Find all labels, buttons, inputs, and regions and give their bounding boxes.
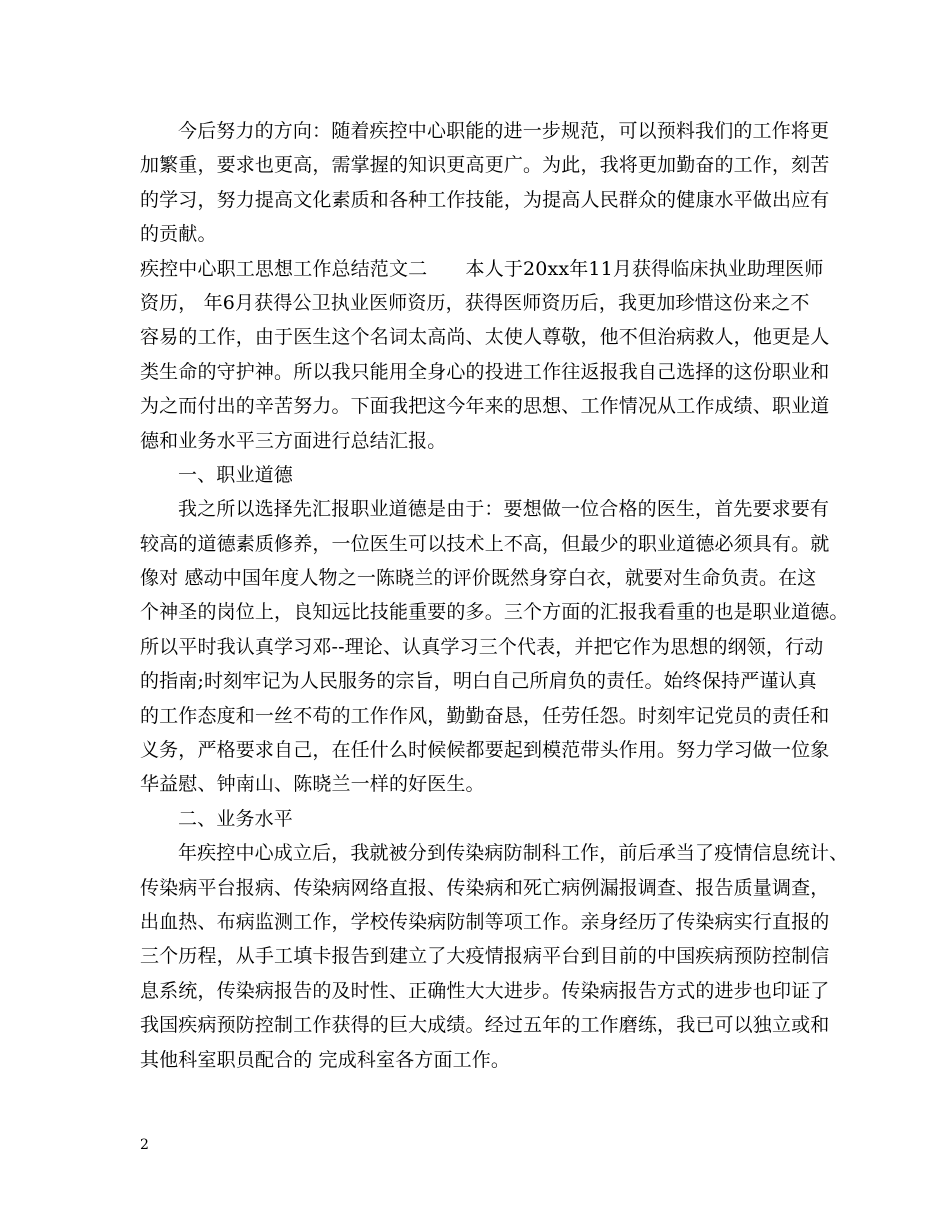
section-heading: 一、职业道德 <box>178 463 293 486</box>
paragraph-line: 类生命的守护神。所以我只能用全身心的投进工作往返报我自己选择的这份职业和 <box>140 360 830 383</box>
paragraph-line: 我之所以选择先汇报职业道德是由于：要想做一位合格的医生，首先要求要有 <box>178 498 830 521</box>
paragraph-line: 为之而付出的辛苦努力。下面我把这今年来的思想、工作情况从工作成绩、职业道 <box>140 395 830 418</box>
paragraph-line: 的工作态度和一丝不苟的工作作风，勤勤奋恳，任劳任怨。时刻牢记党员的责任和 <box>140 704 830 727</box>
paragraph-line: 疾控中心职工思想工作总结范文二 本人于20xx年11月获得临床执业助理医师 <box>140 257 824 280</box>
paragraph-line: 出血热、布病监测工作，学校传染病防制等项工作。亲身经历了传染病实行直报的 <box>140 910 830 933</box>
document-body <box>140 114 849 1077</box>
paragraph-line: 今后努力的方向：随着疾控中心职能的进一步规范，可以预料我们的工作将更 <box>178 120 830 142</box>
paragraph-line: 较高的道德素质修养，一位医生可以技术上不高，但最少的职业道德必须具有。就 <box>140 532 830 555</box>
paragraph-line: 像对 感动中国年度人物之一陈晓兰的评价既然身穿白衣，就要对生命负责。在这 <box>140 567 817 590</box>
paragraph-line: 资历， 年6月获得公卫执业医师资历，获得医师资历后，我更加珍惜这份来之不 <box>140 291 810 314</box>
paragraph-line: 个神圣的岗位上，良知远比技能重要的多。三个方面的汇报我看重的也是职业道德。 <box>140 601 849 624</box>
paragraph-line: 其他科室职员配合的 完成科室各方面工作。 <box>140 1048 511 1071</box>
paragraph-line: 三个历程，从手工填卡报告到建立了大疫情报病平台到目前的中国疾病预防控制信 <box>140 945 830 968</box>
page-number: 2 <box>140 1137 149 1153</box>
section-heading: 二、业务水平 <box>178 807 293 830</box>
paragraph-line: 容易的工作，由于医生这个名词太高尚、太使人尊敬，他不但治病救人，他更是人 <box>140 326 830 349</box>
paragraph-line: 华益慰、钟南山、陈晓兰一样的好医生。 <box>140 773 485 796</box>
paragraph-line: 德和业务水平三方面进行总结汇报。 <box>140 429 447 452</box>
paragraph-line: 传染病平台报病、传染病网络直报、传染病和死亡病例漏报调查、报告质量调查， <box>140 876 830 899</box>
paragraph-line: 所以平时我认真学习邓--理论、认真学习三个代表，并把它作为思想的纲领，行动 <box>140 635 824 658</box>
paragraph-line: 义务，严格要求自己，在任什么时候候都要起到模范带头作用。努力学习做一位象 <box>140 739 830 762</box>
paragraph-line: 的学习，努力提高文化素质和各种工作技能，为提高人民群众的健康水平做出应有 <box>140 188 830 211</box>
paragraph-line: 加繁重，要求也更高，需掌握的知识更高更广。为此，我将更加勤奋的工作，刻苦 <box>140 154 830 177</box>
paragraph-line: 我国疾病预防控制工作获得的巨大成绩。经过五年的工作磨练，我已可以独立或和 <box>140 1014 830 1037</box>
paragraph-line: 年疾控中心成立后，我就被分到传染病防制科工作，前后承当了疫情信息统计、 <box>178 842 849 865</box>
paragraph-line: 的指南;时刻牢记为人民服务的宗旨，明白自己所肩负的责任。始终保持严谨认真 <box>140 670 817 693</box>
paragraph-line: 息系统，传染病报告的及时性、正确性大大进步。传染病报告方式的进步也印证了 <box>140 979 830 1002</box>
paragraph-line: 的贡献。 <box>140 223 217 246</box>
